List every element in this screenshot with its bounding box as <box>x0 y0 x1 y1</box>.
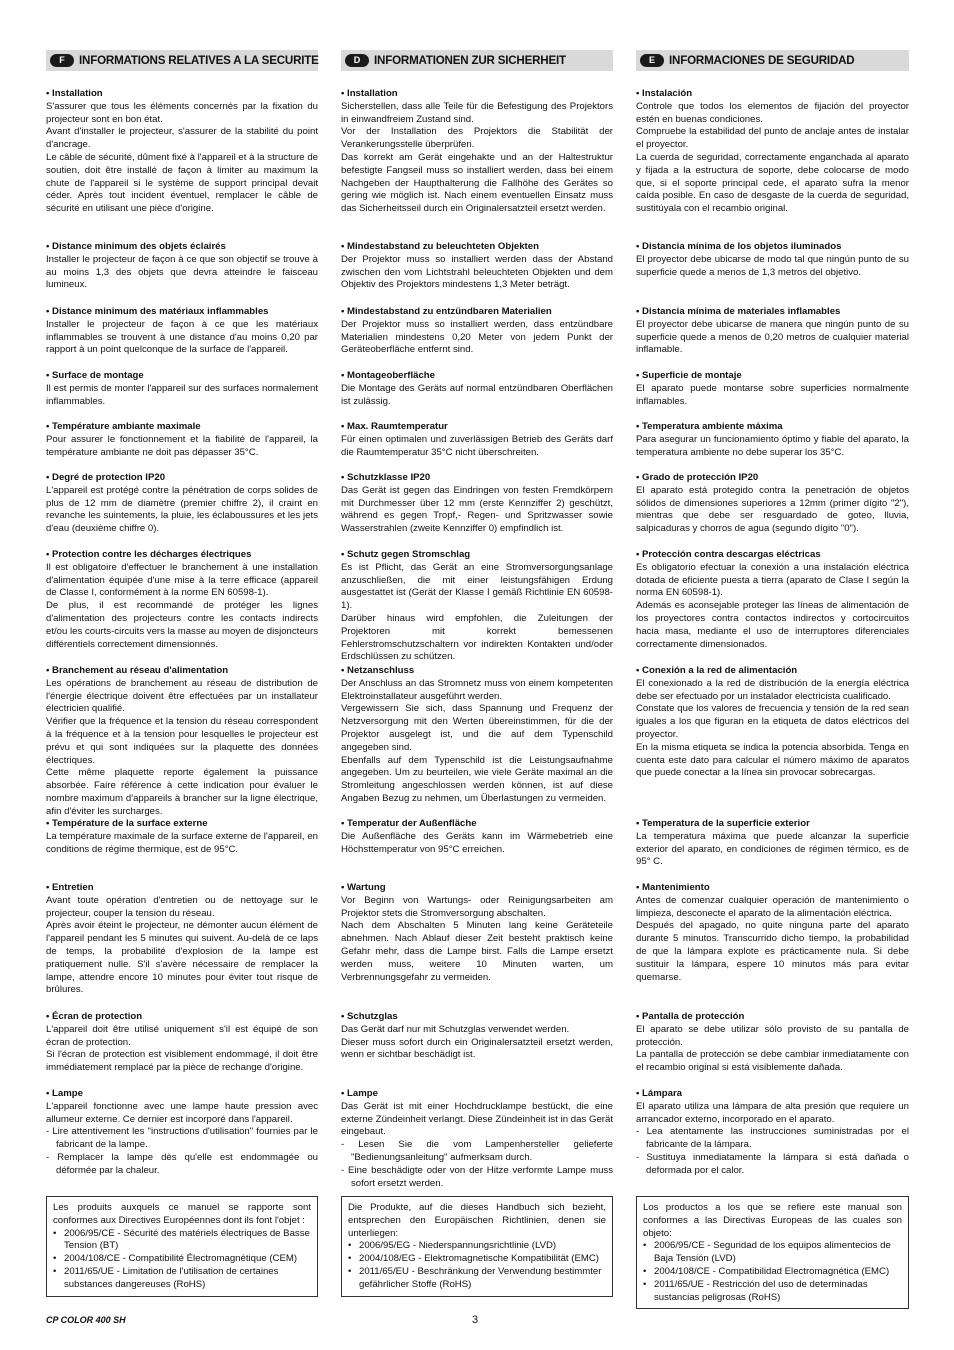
section-title: • Wartung <box>341 882 386 893</box>
section-body: S'assurer que tous les éléments concernés par la fixation du projecteur sont en bon état. Avant d'installer le projecteur, s'assurer de la stabilité du point d'ancrage. Le câble de sécurité, dûment fixé à l'appareil et à la structure de soutien, doit être installé de façon à limiter au maximum la chute de l'appareil si le système de support principal devait céder. Après tout incident éventuel, remplacer le câble de sécurité en utilisant une pièce d'origine. <box>46 100 318 215</box>
directive-intro: Los productos a los que se refiere este manual son conformes a las Directivas Europeas de las cuales son objeto: <box>643 1202 902 1239</box>
section-body: Installer le projecteur de façon à ce que les matériaux inflammables se trouvent à une distance d'au moins 0,20 par rapport à un point quelconque de la surface de l'appareil. <box>46 318 318 356</box>
section-body: Das Gerät darf nur mit Schutzglas verwendet werden. Dieser muss sofort durch ein Originalersatzteil ersetzt werden, wenn er sichtbar beschädigt ist. <box>341 1023 613 1061</box>
section-title: • Temperatura de la superficie exterior <box>636 818 810 829</box>
section-title: • Temperatura ambiente máxima <box>636 421 783 432</box>
section-title: • Schutz gegen Stromschlag <box>341 549 471 560</box>
section-body: Es ist Pflicht, das Gerät an eine Stromversorgungsanlage anzuschließen, die mit einer leistungsfähigen Erdung ausgestattet ist (Gerät der Klasse I gemäß Richtlinie EN 60598-1). Darüber hinaus wird empfohlen, die Zuleitungen der Projektoren mit korrekt bemessenen Fehlerstromschutzschaltern vor indirekten Kontakten und/oder Erdschlüssen zu schützen. <box>341 561 613 663</box>
section-body: El aparato utiliza una lámpara de alta presión que requiere un arrancador externo, incorporado en el aparato. - Lea atentamente las instrucciones suministradas por el fabricante de la lámpara. - Sustituya inmediatamente la lámpara si está dañada o deformada por el calor. <box>636 1100 909 1176</box>
section-title: • Temperatur der Außenfläche <box>341 818 477 829</box>
section-title: • Schutzglas <box>341 1011 398 1022</box>
language-badge: D <box>345 54 369 67</box>
safety-section <box>46 665 318 819</box>
section-body: Installer le projecteur de façon à ce que son objectif se trouve à au moins 1,3 des objets que devra atteindre le faisceau lumineux. <box>46 253 318 291</box>
section-title: • Conexión a la red de alimentación <box>636 665 798 676</box>
page-number: 3 <box>472 1314 479 1326</box>
safety-section <box>341 1088 613 1190</box>
safety-section <box>46 370 318 408</box>
safety-section <box>46 549 318 651</box>
section-body: Es obligatorio efectuar la conexión a una instalación eléctrica dotada de eficiente puesta a tierra (aparato de Clase I según la norma EN 60598-1). Además es aconsejable proteger las líneas de alimentación de los proyectores contra contactos indirectos y cortocircuitos hacia masa, mediante el uso de interruptores diferenciales correctamente dimensionados. <box>636 561 909 650</box>
section-header <box>341 50 613 71</box>
safety-section <box>46 241 318 292</box>
section-body: El aparato está protegido contra la penetración de objetos sólidos de dimensiones superiores a 12mm (primer dígito "2"), mientras que debe ser resguardado de goteo, lluvia, salpicaduras y chorros de agua (segundo dígito "0"). <box>636 484 909 535</box>
section-body: Der Anschluss an das Stromnetz muss von einem kompetenten Elektroinstallateur ausgeführt werden. Vergewissern Sie sich, dass Spannung und Frequenz der Netzversorgung mit den Werten übereinstimmen, für die der Projektor ausgelegt ist, und die auf dem Typenschild angegeben sind. Ebenfalls auf dem Typenschild ist die Leistungsaufnahme angegeben. Um zu beurteilen, wie viele Geräte maximal an die Stromleitung angeschlossen werden können, ist auf diese Angaben Bezug zu nehmen, um Überlastungen zu vermeiden. <box>341 677 613 804</box>
section-title: • Montageoberfläche <box>341 370 435 381</box>
column-spanish <box>636 50 909 1303</box>
section-body: Para asegurar un funcionamiento óptimo y fiable del aparato, la temperatura ambiente no debe superar los 35°C. <box>636 433 909 458</box>
safety-section <box>636 549 909 651</box>
safety-section <box>341 818 613 856</box>
section-title: • Mindestabstand zu beleuchteten Objekten <box>341 241 539 252</box>
safety-section <box>341 421 613 459</box>
safety-section <box>341 241 613 292</box>
section-title: • Degré de protection IP20 <box>46 472 166 483</box>
directive-intro: Die Produkte, auf die dieses Handbuch sich bezieht, entsprechen den Europäischen Richtlinien, denen sie unterliegen: <box>348 1202 606 1239</box>
directive-list <box>348 1240 606 1291</box>
language-badge: E <box>640 54 664 67</box>
section-body: Die Außenfläche des Geräts kann im Wärmebetrieb eine Höchsttemperatur von 95°C erreichen. <box>341 830 613 855</box>
directive-item: • 2006/95/CE - Sécurité des matériels électriques de Basse Tension (BT) <box>53 1228 311 1254</box>
safety-section <box>341 665 613 806</box>
header-title: INFORMATIONS RELATIVES A LA SECURITE <box>79 54 319 67</box>
product-model: CP COLOR 400 SH <box>46 1315 126 1325</box>
safety-section <box>341 88 613 216</box>
section-body: Der Projektor muss so installiert werden dass der Abstand zwischen den vom Lichtstrahl beleuchteten Objekten und dem Objektiv des Projektors mindestens 1,3 Meter beträgt. <box>341 253 613 291</box>
safety-section <box>636 1011 909 1075</box>
section-body: Die Montage des Geräts auf normal entzündbaren Oberflächen ist zulässig. <box>341 382 613 407</box>
section-body: Für einen optimalen und zuverlässigen Betrieb des Geräts darf die Raumtemperatur 35°C nicht überschreiten. <box>341 433 613 458</box>
safety-section <box>46 88 318 216</box>
section-body: Der Projektor muss so installiert werden, dass entzündbare Materialien mindestens 0,20 Meter von jedem Punkt der Geräteoberfläche entfernt sind. <box>341 318 613 356</box>
section-body: Il est obligatoire d'effectuer le branchement à une installation d'alimentation équipée d'une mise à la terre efficace (appareil de Classe I, conformément à la norme EN 60598-1). De plus, il est recommandé de protéger les lignes d'alimentation des projecteurs contre les contacts indirects et/ou les courts-circuits vers la masse au moyen de disjoncteurs différentiels correctement dimensionnés. <box>46 561 318 650</box>
safety-section <box>341 472 613 536</box>
safety-section <box>636 818 909 869</box>
directive-box <box>341 1196 613 1297</box>
directive-item: • 2011/65/EU - Beschränkung der Verwendung bestimmter gefährlicher Stoffe (RoHS) <box>348 1266 606 1292</box>
section-title: • Entretien <box>46 882 94 893</box>
safety-section <box>341 882 613 984</box>
section-body: El conexionado a la red de distribución de la energía eléctrica debe ser efectuado por un instalador electricista cualificado. Constate que los valores de frecuencia y tensión de la red sean iguales a los que figuran en la etiqueta de datos eléctricos del proyector. En la misma etiqueta se indica la potencia absorbida. Tenga en cuenta este dato para calcular el número máximo de aparatos que puede conectar a la línea sin provocar sobrecargas. <box>636 677 909 779</box>
section-body: Sicherstellen, dass alle Teile für die Befestigung des Projektors in einwandfreiem Zustand sind. Vor der Installation des Projektors die Stabilität der Verankerungsstelle überprüfen. Das korrekt am Gerät eingehakte und an der Haltestruktur befestigte Fangseil muss so installiert werden, dass bei einem Nachgeben der Haupthalterung die Fallhöhe des Gerätes so gering wie möglich ist. Nach einem eventuellen Einsatz muss das Sicherheitsseil durch ein Originalersatzteil ersetzt werden. <box>341 100 613 215</box>
safety-section <box>46 472 318 536</box>
section-title: • Installation <box>341 88 398 99</box>
header-title: INFORMACIONES DE SEGURIDAD <box>669 54 855 67</box>
safety-section <box>636 1088 909 1178</box>
section-title: • Lampe <box>46 1088 83 1099</box>
section-body: El aparato puede montarse sobre superficies normalmente inflamables. <box>636 382 909 407</box>
safety-section <box>341 370 613 408</box>
section-body: Avant toute opération d'entretien ou de nettoyage sur le projecteur, couper la tension du réseau. Après avoir éteint le projecteur, ne démonter aucun élément de l'appareil pendant les 5 minutes qui suivent. Au-delà de ce laps de temps, la probabilité d'explosion de la lampe est pratiquement nulle. S'il s'avère nécessaire de remplacer la lampe, attendre encore 10 minutes pour éviter tout risque de brûlures. <box>46 894 318 996</box>
section-body: El proyector debe ubicarse de modo tal que ningún punto de su superficie quede a menos de 1,3 metros del objetivo. <box>636 253 909 278</box>
safety-section <box>636 88 909 216</box>
directive-item: • 2004/108/CE - Compatibilité Électromagnétique (CEM) <box>53 1253 311 1266</box>
column-french <box>46 50 319 1290</box>
section-body: Vor Beginn von Wartungs- oder Reinigungsarbeiten am Projektor stets die Stromversorgung abschalten. Nach dem Abschalten 5 Minuten lang keine Geräteteile abnehmen. Nach Ablauf dieser Zeit besteht praktisch keine Gefahr mehr, dass die Lampe birst. Falls die Lampe ersetzt werden muss, weitere 10 Minuten warten, um Verbrennungsgefahr zu vermeiden. <box>341 894 613 983</box>
safety-section <box>341 306 613 357</box>
directive-item: • 2004/108/CE - Compatibilidad Electromagnética (EMC) <box>643 1266 902 1279</box>
section-title: • Distancia mínima de los objetos iluminados <box>636 241 842 252</box>
language-badge: F <box>50 54 74 67</box>
safety-section <box>636 421 909 459</box>
section-title: • Écran de protection <box>46 1011 143 1022</box>
section-body: Pour assurer le fonctionnement et la fiabilité de l'appareil, la température ambiante ne doit pas dépasser 35°C. <box>46 433 318 458</box>
section-body: La température maximale de la surface externe de l'appareil, en conditions de régime thermique, est de 95°C. <box>46 830 318 855</box>
section-title: • Mindestabstand zu entzündbaren Materialien <box>341 306 552 317</box>
section-body: La temperatura máxima que puede alcanzar la superficie exterior del aparato, en condiciones de régimen térmico, es de 95° C. <box>636 830 909 868</box>
section-header <box>46 50 318 71</box>
safety-section <box>636 241 909 279</box>
directive-item: • 2011/65/UE - Limitation de l'utilisation de certaines substances dangereuses (RoHS) <box>53 1266 311 1292</box>
section-title: • Distance minimum des matériaux inflammables <box>46 306 269 317</box>
section-title: • Installation <box>46 88 103 99</box>
section-body: Antes de comenzar cualquier operación de mantenimiento o limpieza, desconecte el aparato de la alimentación eléctrica. Después del apagado, no quite ninguna parte del aparato durante 5 minutos. Transcurrido dicho tiempo, la probabilidad de que la lámpara explote es prácticamente nula. Si debe sustituir la lámpara, espere 10 minutos más para evitar quemarse. <box>636 894 909 983</box>
safety-section <box>46 421 318 459</box>
safety-section <box>341 549 613 664</box>
directive-box <box>46 1196 318 1297</box>
safety-section <box>46 882 318 997</box>
section-title: • Branchement au réseau d'alimentation <box>46 665 229 676</box>
safety-section <box>636 665 909 780</box>
directive-list <box>53 1228 311 1292</box>
section-title: • Schutzklasse IP20 <box>341 472 431 483</box>
section-title: • Distancia mínima de materiales inflamables <box>636 306 841 317</box>
section-title: • Netzanschluss <box>341 665 415 676</box>
section-title: • Surface de montage <box>46 370 144 381</box>
section-body: L'appareil doit être utilisé uniquement s'il est équipé de son écran de protection. Si l'écran de protection est visiblement endommagé, il doit être immédiatement remplacé par la pièce de rechange d'origine. <box>46 1023 318 1074</box>
safety-section <box>46 818 318 856</box>
section-title: • Protection contre les décharges électriques <box>46 549 252 560</box>
directive-item: • 2006/95/EG - Niederspannungsrichtlinie (LVD) <box>348 1240 606 1253</box>
section-title: • Lámpara <box>636 1088 683 1099</box>
directive-item: • 2004/108/EG - Elektromagnetische Kompatibilität (EMC) <box>348 1253 606 1266</box>
section-body: L'appareil est protégé contre la pénétration de corps solides de plus de 12 mm de diamètre (premier chiffre 2), il craint en revanche les suintements, la pluie, les éclaboussures et les jets d'eau (deuxième chiffre 0). <box>46 484 318 535</box>
safety-section <box>341 1011 613 1062</box>
column-german <box>341 50 613 1290</box>
safety-section <box>636 882 909 984</box>
section-title: • Grado de protección IP20 <box>636 472 759 483</box>
section-body: L'appareil fonctionne avec une lampe haute pression avec allumeur externe. Ce dernier est incorporé dans l'appareil. - Lire attentivement les "instructions d'utilisation" fournies par le fabricant de la lampe. - Remplacer la lampe dès qu'elle est endommagée ou déformée par la chaleur. <box>46 1100 318 1176</box>
section-body: Controle que todos los elementos de fijación del proyector estén en buenas condiciones. Compruebe la estabilidad del punto de anclaje antes de instalar el proyector. La cuerda de seguridad, correctamente enganchada al aparato y fijada a la estructura de soporte, debe colocarse de modo que, si el soporte principal cede, el aparato sufra la menor caída posible. En caso de desgaste de la cuerda de seguridad, sustitúyala con el recambio original. <box>636 100 909 215</box>
section-body: El proyector debe ubicarse de manera que ningún punto de su superficie quede a menos de 0,20 metros de cualquier material inflamable. <box>636 318 909 356</box>
header-title: INFORMATIONEN ZUR SICHERHEIT <box>374 54 566 67</box>
section-title: • Instalación <box>636 88 693 99</box>
section-header <box>636 50 909 71</box>
safety-section <box>46 1088 318 1178</box>
safety-section <box>46 306 318 357</box>
section-body: El aparato se debe utilizar sólo provisto de su pantalla de protección. La pantalla de protección se debe cambiar inmediatamente con el recambio original si está visiblemente dañada. <box>636 1023 909 1074</box>
section-body: Il est permis de monter l'appareil sur des surfaces normalement inflammables. <box>46 382 318 407</box>
section-title: • Superficie de montaje <box>636 370 742 381</box>
section-title: • Lampe <box>341 1088 378 1099</box>
section-title: • Température de la surface externe <box>46 818 208 829</box>
section-title: • Distance minimum des objets éclairés <box>46 241 226 252</box>
section-body: Les opérations de branchement au réseau de distribution de l'énergie électrique doivent être effectuées par un installateur électricien qualifié. Vérifier que la fréquence et la tension du réseau correspondent à la fréquence et à la tension pour lesquelles le projecteur est prévu et qui sont indiquées sur la plaquette des données électriques. Cette même plaquette reporte également la puissance absorbée. Faire référence à cette indication pour évaluer le nombre maximum d'appareils à brancher sur la ligne électrique, afin d'éviter les surcharges. <box>46 677 318 817</box>
safety-section <box>636 370 909 408</box>
section-title: • Mantenimiento <box>636 882 710 893</box>
section-body: Das Gerät ist mit einer Hochdrucklampe bestückt, die eine externe Zündeinheit verlangt. Diese Zündeinheit ist in das Gerät eingebaut. - Lesen Sie die vom Lampenhersteller gelieferte "Bedienungsanleitung" aufmerksam durch. - Eine beschädigte oder von der Hitze verformte Lampe muss sofort ersetzt werden. <box>341 1100 613 1189</box>
section-title: • Max. Raumtemperatur <box>341 421 448 432</box>
section-title: • Température ambiante maximale <box>46 421 201 432</box>
section-title: • Pantalla de protección <box>636 1011 745 1022</box>
directive-item: • 2006/95/CE - Seguridad de los equipos alimentecios de Baja Tensión (LVD) <box>643 1240 902 1266</box>
safety-section <box>46 1011 318 1075</box>
safety-section <box>636 472 909 536</box>
directive-item: • 2011/65/UE - Restricción del uso de determinadas sustancias peligrosas (RoHS) <box>643 1279 902 1305</box>
section-title: • Protección contra descargas eléctricas <box>636 549 821 560</box>
directive-box <box>636 1196 909 1309</box>
directive-intro: Les produits auxquels ce manuel se rapporte sont conformes aux Directives Européennes dont ils font l'objet : <box>53 1202 311 1226</box>
section-body: Das Gerät ist gegen das Eindringen von festen Fremdkörpern mit Durchmesser über 12 mm (erste Kennziffer 2) geschützt, während es gegen Tropf,- Regen- und Spritzwasser sowie Wasserstrahlen (zweite Kennziffer 0) empfindlich ist. <box>341 484 613 535</box>
safety-section <box>636 306 909 357</box>
directive-list <box>643 1240 902 1304</box>
